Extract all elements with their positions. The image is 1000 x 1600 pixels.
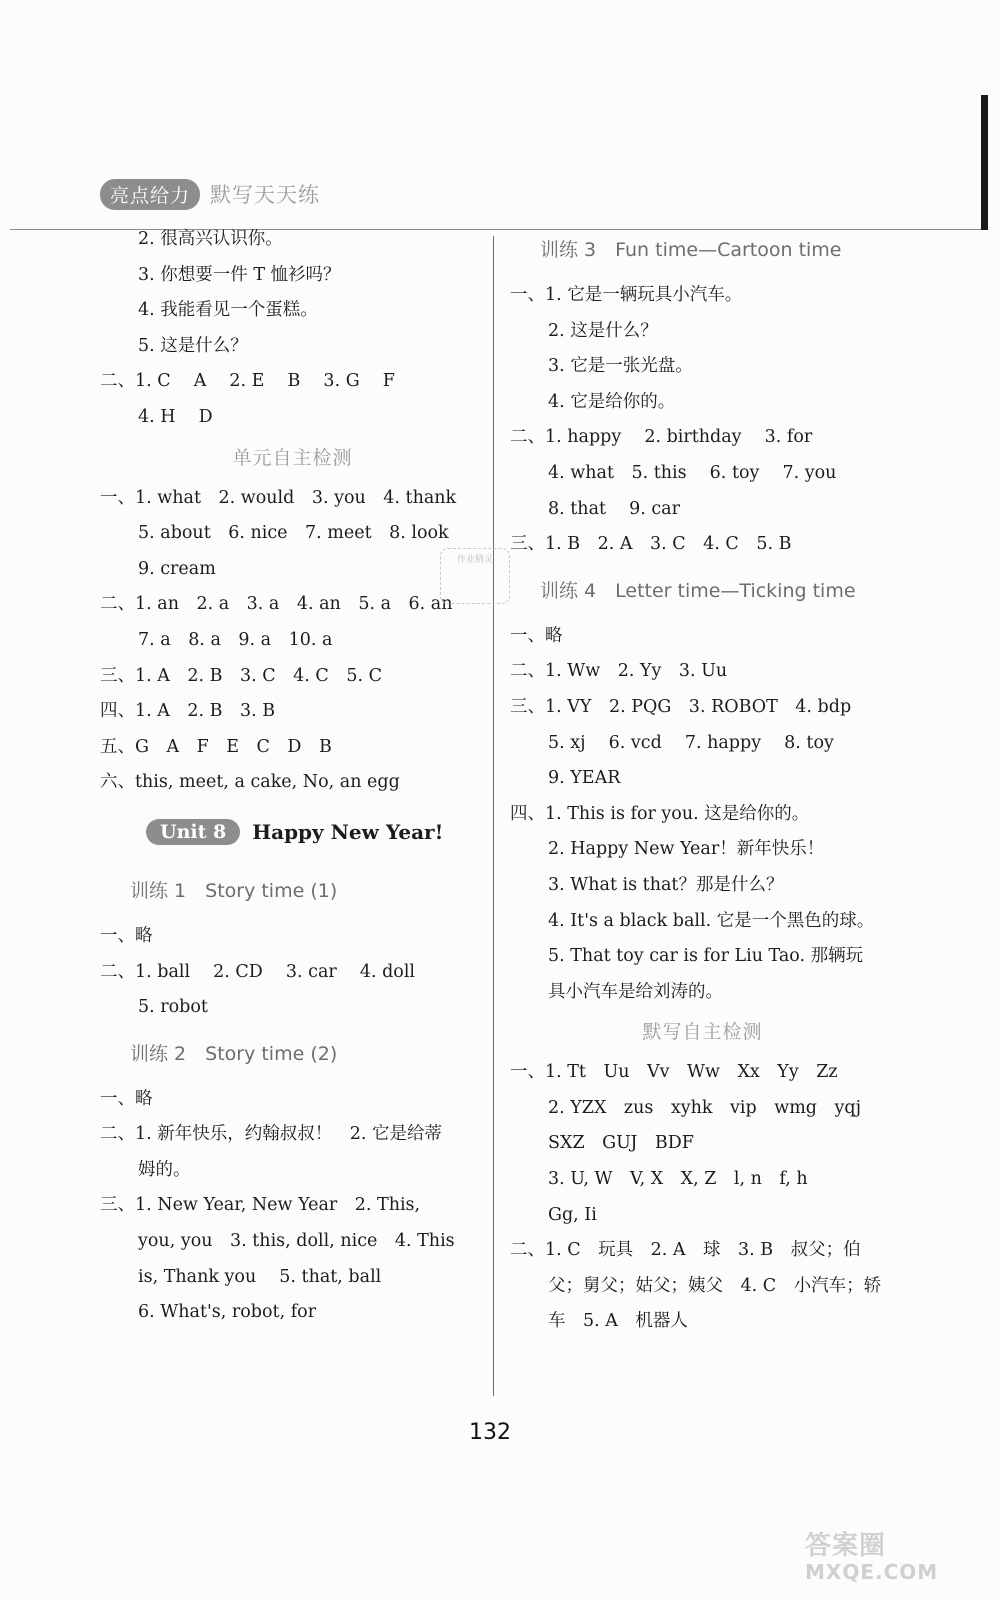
answer-line: 二、1. 新年快乐，约翰叔叔！ 2. 它是给蒂	[100, 1124, 443, 1145]
column-divider	[493, 236, 494, 1396]
answer-line: 具小汽车是给刘涛的。	[548, 981, 723, 1002]
left-column	[100, 222, 485, 1331]
answer-line: 二、1. C 玩具 2. A 球 3. B 叔父；伯	[510, 1240, 861, 1261]
answer-line: 4. 我能看见一个蛋糕。	[138, 300, 318, 321]
answer-line: 4. what 5. this 6. toy 7. you	[548, 462, 837, 483]
answer-line: 车 5. A 机器人	[548, 1311, 688, 1332]
answer-line: 四、1. This is for you. 这是给你的。	[510, 803, 810, 824]
header-badge: 亮点给力	[100, 179, 200, 210]
answer-line: you, you 3. this, doll, nice 4. This	[138, 1231, 455, 1252]
page-number: 132	[469, 1420, 511, 1445]
answer-line: 3. 你想要一件 T 恤衫吗？	[138, 264, 341, 285]
training-title: 训练 3 Fun time—Cartoon time	[540, 239, 842, 261]
answer-line: 5. xj 6. vcd 7. happy 8. toy	[548, 732, 834, 753]
answer-line: 三、1. B 2. A 3. C 4. C 5. B	[510, 534, 792, 555]
answer-line: 5. 这是什么？	[138, 335, 248, 356]
answer-line: 5. robot	[138, 997, 208, 1018]
answer-line: is, Thank you 5. that, ball	[138, 1266, 382, 1287]
answer-line: 一、1. what 2. would 3. you 4. thank	[100, 487, 457, 508]
page-edge-mark	[981, 95, 988, 230]
unit-heading	[100, 801, 485, 863]
answer-line: 姆的。	[138, 1159, 191, 1180]
training-title: 训练 1 Story time (1)	[130, 879, 338, 902]
answer-line: 二、1. happy 2. birthday 3. for	[510, 427, 813, 448]
answer-line: 8. that 9. car	[548, 498, 680, 519]
answer-line: 一、1. 它是一辆玩具小汽车。	[510, 285, 743, 305]
page-header	[100, 178, 320, 210]
answer-line: 二、1. Ww 2. Yy 3. Uu	[510, 661, 728, 682]
section-title: 单元自主检测	[232, 446, 353, 469]
answer-line: 4. 它是给你的。	[548, 391, 676, 412]
answer-line: 一、略	[100, 925, 153, 946]
answer-line: 一、略	[100, 1088, 153, 1109]
answer-line: SXZ GUJ BDF	[548, 1133, 694, 1154]
answer-line: 二、1. an 2. a 3. a 4. an 5. a 6. an	[100, 594, 453, 615]
answer-line: 2. YZX zus xyhk vip wmg yqj	[548, 1097, 862, 1118]
answer-line: 9. YEAR	[548, 768, 621, 789]
answer-line: 三、1. A 2. B 3. C 4. C 5. C	[100, 665, 382, 686]
section-title: 默写自主检测	[642, 1021, 763, 1044]
training-title: 训练 4 Letter time—Ticking time	[540, 579, 856, 602]
answer-line: 4. It's a black ball. 它是一个黑色的球。	[548, 910, 875, 931]
answer-line: 一、略	[510, 625, 563, 646]
answer-line: 3. What is that？那是什么？	[548, 874, 784, 895]
answer-line: Gg, Ii	[548, 1204, 597, 1225]
answer-line: 六、this, meet, a cake, No, an egg	[100, 772, 400, 793]
answer-line: 9. cream	[138, 558, 216, 579]
answer-line: 7. a 8. a 9. a 10. a	[138, 629, 333, 650]
answer-line: 3. 它是一张光盘。	[548, 356, 693, 377]
unit-title: Happy New Year!	[252, 819, 444, 844]
training-title: 训练 2 Story time (2)	[130, 1042, 338, 1065]
answer-line: 4. H D	[138, 406, 213, 427]
answer-line: 5. That toy car is for Liu Tao. 那辆玩	[548, 946, 864, 967]
answer-line: 2. Happy New Year！新年快乐！	[548, 839, 825, 860]
watermark-stamp-text: 作业精灵	[456, 555, 493, 565]
answer-line: 6. What's, robot, for	[138, 1302, 317, 1323]
answer-line: 3. U, W V, X X, Z l, n f, h	[548, 1169, 808, 1190]
answer-line: 2. 很高兴认识你。	[138, 229, 283, 249]
watermark-corner	[805, 1525, 938, 1584]
answer-line: 四、1. A 2. B 3. B	[100, 701, 276, 722]
watermark-corner-url: MXQE.COM	[805, 1560, 939, 1584]
right-column	[510, 222, 895, 1340]
answer-line: 二、1. ball 2. CD 3. car 4. doll	[100, 961, 416, 982]
answer-line: 三、1. VY 2. PQG 3. ROBOT 4. bdp	[510, 696, 852, 717]
answer-line: 二、1. C A 2. E B 3. G F	[100, 371, 395, 392]
answer-line: 三、1. New Year, New Year 2. This,	[100, 1195, 421, 1216]
header-subtitle: 默写天天练	[210, 183, 321, 207]
answer-line: 父；舅父；姑父；姨父 4. C 小汽车；轿	[548, 1275, 882, 1296]
watermark-stamp	[440, 548, 510, 604]
watermark-corner-text: 答案圈	[805, 1531, 887, 1561]
answer-line: 五、G A F E C D B	[100, 736, 332, 757]
unit-badge: Unit 8	[146, 819, 240, 845]
answer-line: 2. 这是什么？	[548, 320, 658, 341]
answer-line: 一、1. Tt Uu Vv Ww Xx Yy Zz	[510, 1062, 838, 1083]
answer-line: 5. about 6. nice 7. meet 8. look	[138, 523, 449, 544]
